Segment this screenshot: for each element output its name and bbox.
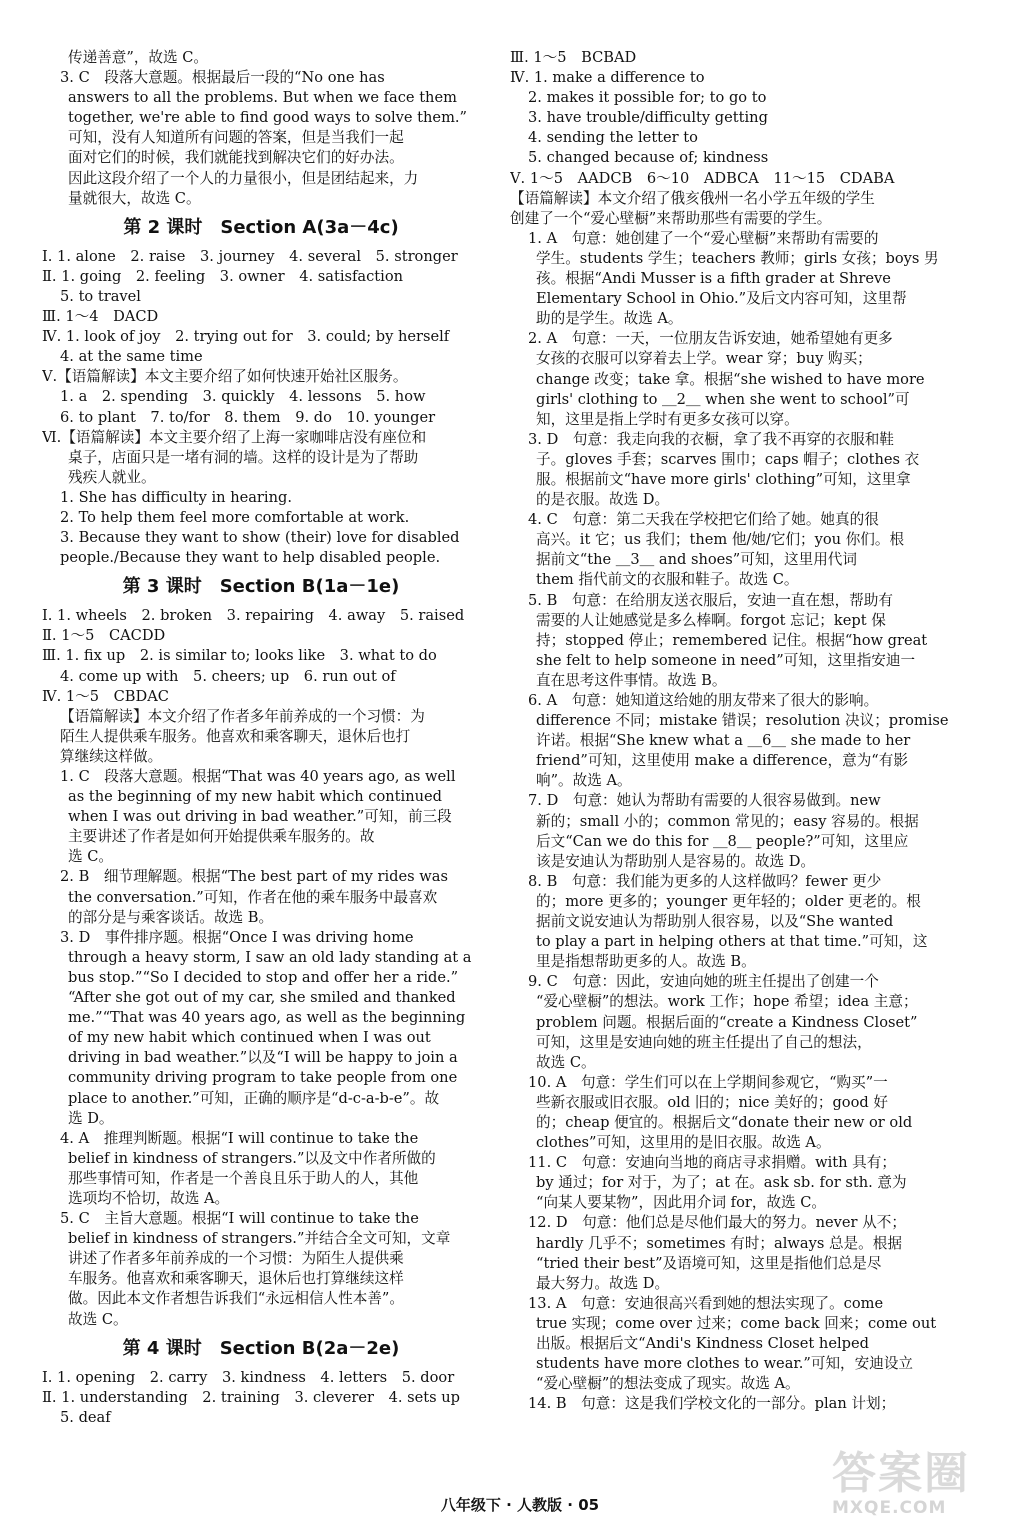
text-line: 出版。根据后文“Andi's Kindness Closet helped [536,1335,869,1352]
text-line: answers to all the problems. But when we face them [68,89,457,107]
text-line: 2. To help them feel more comfortable at work. [60,508,410,526]
text-line: 11. C 句意：安迪向当地的商店寻求捐赠。with 具有； [528,1154,896,1172]
text-line: 那些事情可知，作者是一个善良且乐于助人的人，其他 [68,1169,419,1187]
text-line: she felt to help someone in need”可知，这里指安迪一 [536,651,916,669]
text-line: when I was out driving in bad weather.”可知，前三段 [68,808,452,826]
text-line: Elementary School in Ohio.”及后文内容可知，这里帮 [536,290,907,308]
text-line: 残疾人就业。 [68,468,156,486]
text-line: “向某人要某物”，因此用介词 for，故选 C。 [536,1194,827,1212]
page-footer: 八年级下 · 人教版 · 05 [440,1496,600,1514]
text-line: Ⅰ. 1. wheels 2. broken 3. repairing 4. away 5. raised [42,607,465,625]
section-heading: 第 2 课时 Section A(3a－4c) [123,216,399,238]
text-line: 【语篇解读】本文介绍了俄亥俄州一名小学五年级的学生 [510,189,875,207]
text-line: 主要讲述了作者是如何开始提供乘车服务的。故 [68,828,375,846]
text-line: 直在思考这件事情。故选 B。 [536,671,727,689]
text-line: “After she got out of my car, she smiled and thanked [68,989,456,1007]
text-line: girls' clothing to ＿2＿ when she went to school”可 [536,390,910,408]
text-line: 许诺。根据“She knew what a ＿6＿ she made to her [536,732,911,750]
text-line: 3. Because they want to show (their) love for disabled [60,529,460,547]
text-line: 1. She has difficulty in hearing. [60,488,292,506]
text-line: 3. have trouble/difficulty getting [528,109,768,127]
text-line: hardly 几乎不；sometimes 有时；always 总是。根据 [536,1234,902,1252]
text-line: 5. to travel [60,287,141,305]
text-line: bus stop.”“So I decided to stop and offer her a ride.” [68,968,459,986]
text-line: 3. D 事件排序题。根据“Once I was driving home [60,928,414,946]
text-line: 算继续这样做。 [60,747,163,765]
text-line: 7. D 句意：她认为帮助有需要的人很容易做到。new [528,792,881,810]
text-line: Ⅳ. 1～5 CBDAC [42,687,169,705]
section-heading: 第 3 课时 Section B(1a－1e) [122,576,400,598]
text-line: as the beginning of my new habit which continued [68,788,442,806]
text-line: 4. at the same time [60,348,203,366]
text-line: 选项均不恰切，故选 A。 [68,1189,230,1207]
text-line: to play a part in helping others at that time.”可知，这 [536,933,928,951]
text-line: 新的；small 小的；common 常见的；easy 容易的。根据 [536,812,919,830]
text-line: through a heavy storm, I saw an old lady standing at a [68,948,472,966]
text-line: 后文“Can we do this for ＿8＿ people?”可知，这里应 [536,832,909,850]
text-line: 5. C 主旨大意题。根据“I will continue to take the [60,1210,419,1228]
text-line: 据前文“the ＿3＿ and shoes”可知，这里用代词 [536,551,857,569]
text-line: Ⅱ. 1. going 2. feeling 3. owner 4. satisfaction [42,267,404,285]
text-line: 量就很大，故选 C。 [68,189,201,207]
text-line: 2. B 细节理解题。根据“The best part of my rides was [60,868,448,886]
text-line: 4. C 句意：第二天我在学校把它们给了她。她真的很 [528,511,879,529]
watermark-url: MXQE.COM [832,1498,947,1518]
text-line: 持；stopped 停止；remembered 记住。根据“how great [536,631,928,649]
text-line: 孩。根据“Andi Musser is a fifth grader at Shreve [536,270,891,288]
text-line: driving in bad weather.”以及“I will be happy to join a [68,1049,458,1067]
text-line: 5. changed because of; kindness [528,149,769,167]
text-line: change 改变；take 拿。根据“she wished to have more [536,370,925,388]
text-line: 1. C 段落大意题。根据“That was 40 years ago, as well [60,768,456,785]
text-line: 面对它们的时候，我们就能找到解决它们的好办法。 [68,149,404,167]
text-line: Ⅲ. 1～4 DACD [42,308,159,326]
text-line: 因此这段介绍了一个人的力量很小，但是团结起来，力 [68,169,419,187]
text-line: “爱心壁橱”的想法。work 工作；hope 希望；idea 主意； [536,993,918,1011]
text-line: me.”“That was 40 years ago, as well as the beginning [68,1009,466,1027]
text-line: 知，这里是指上学时有更多女孩可以穿。 [536,410,799,428]
text-line: Ⅰ. 1. alone 2. raise 3. journey 4. several 5. stronger [42,247,458,265]
text-line: 10. A 句意：学生们可以在上学期间参观它，“购买”一 [528,1073,888,1091]
section-heading: 第 4 课时 Section B(2a－2e) [122,1337,400,1359]
text-line: 陌生人提供乘车服务。他喜欢和乘客聊天，退休后也打 [60,727,411,745]
text-line: 选 D。 [68,1109,114,1127]
text-line: the conversation.”可知，作者在他的乘车服务中最喜欢 [68,888,438,906]
text-line: belief in kindness of strangers.”以及文中作者所做的 [68,1149,436,1167]
text-line: 1. A 句意：她创建了一个“爱心壁橱”来帮助有需要的 [528,229,879,247]
text-line: 创建了一个“爱心壁橱”来帮助那些有需要的学生。 [510,209,832,227]
text-line: students have more clothes to wear.”可知，安迪设立 [536,1355,914,1373]
text-line: 选 C。 [68,848,113,866]
text-line: 故选 C。 [68,1310,128,1328]
text-line: 1. a 2. spending 3. quickly 4. lessons 5. how [60,388,426,406]
text-line: Ⅱ. 1～5 CACDD [42,627,166,645]
text-line: Ⅴ. 1～5 AADCB 6～10 ADBCA 11～15 CDABA [510,169,895,187]
text-line: 9. C 句意：因此，安迪向她的班主任提出了创建一个 [528,973,879,991]
text-line: “tried their best”及语境可知，这里是指他们总是尽 [536,1254,882,1272]
text-line: 【语篇解读】本文介绍了作者多年前养成的一个习惯：为 [60,707,425,725]
text-line: 3. D 句意：我走向我的衣橱，拿了我不再穿的衣服和鞋 [528,430,894,448]
text-line: Ⅱ. 1. understanding 2. training 3. cleverer 4. sets up [42,1388,461,1406]
text-line: “爱心壁橱”的想法变成了现实。故选 A。 [536,1375,800,1393]
text-line: of my new habit which continued when I was out [68,1029,431,1047]
text-line: 的是衣服。故选 D。 [536,491,670,509]
text-line: 4. come up with 5. cheers; up 6. run out of [60,667,396,685]
text-line: 里是指想帮助更多的人。故选 B。 [536,953,756,971]
text-line: Ⅵ.【语篇解读】本文主要介绍了上海一家咖啡店没有座位和 [42,428,427,446]
text-line: 3. C 段落大意题。根据最后一段的“No one has [60,69,385,87]
text-line: 2. A 句意：一天，一位朋友告诉安迪，她希望她有更多 [528,330,893,348]
text-line: 助的是学生。故选 A。 [536,310,683,328]
text-line: Ⅲ. 1. fix up 2. is similar to; looks like 3. what to do [42,647,437,665]
text-line: 的；more 更多的；younger 更年轻的；older 更老的。根 [536,892,921,910]
text-line: together, we're able to find good ways to solve them.” [68,109,468,127]
text-line: 传递善意”，故选 C。 [68,49,209,66]
watermark-mark: 答案圈 [832,1448,970,1499]
left-column [42,48,480,1428]
text-line: 需要的人让她感觉是多么棒啊。forgot 忘记；kept 保 [536,611,886,629]
right-column [510,48,962,1414]
text-line: 高兴。it 它；us 我们；them 他/她/它们；you 你们。根 [536,531,905,549]
text-line: 最大努力。故选 D。 [536,1274,670,1292]
text-line: 故选 C。 [536,1053,596,1071]
text-line: community driving program to take people from one [68,1069,458,1087]
text-line: 做。因此本文作者想告诉我们“永远相信人性本善”。 [68,1290,404,1308]
text-line: Ⅳ. 1. make a difference to [510,69,705,87]
text-line: 该是安迪认为帮助别人是容易的。故选 D。 [536,852,816,870]
text-line: 5. deaf [60,1408,111,1426]
text-line: clothes”可知，这里用的是旧衣服。故选 A。 [536,1134,831,1152]
text-line: 些新衣服或旧衣服。old 旧的；nice 美好的；good 好 [536,1093,888,1111]
text-line: 14. B 句意：这是我们学校文化的一部分。plan 计划； [528,1395,896,1413]
text-line: people./Because they want to help disabled people. [60,549,441,567]
text-line: true 实现；come over 过来；come back 回来；come out [536,1314,937,1332]
text-line: 4. sending the letter to [528,129,698,147]
text-line: place to another.”可知，正确的顺序是“d-c-a-b-e”。故 [68,1089,440,1107]
text-line: by 通过；for 对于，为了；at 在。ask sb. for sth. 意为 [536,1174,907,1192]
text-line: 据前文说安迪认为帮助别人很容易，以及“She wanted [536,913,894,931]
text-line: belief in kindness of strangers.”并结合全文可知，文章 [68,1230,451,1248]
text-line: them 指代前文的衣服和鞋子。故选 C。 [536,571,799,589]
text-line: 的；cheap 便宜的。根据后文“donate their new or old [536,1113,913,1131]
text-line: 4. A 推理判断题。根据“I will continue to take the [60,1129,419,1147]
text-line: friend”可知，这里使用 make a difference，意为“有影 [536,752,908,770]
text-line: Ⅴ.【语篇解读】本文主要介绍了如何快速开始社区服务。 [42,368,408,386]
text-line: 讲述了作者多年前养成的一个习惯：为陌生人提供乘 [68,1250,404,1268]
text-line: 2. makes it possible for; to go to [528,89,767,107]
text-line: 6. to plant 7. to/for 8. them 9. do 10. younger [60,408,436,426]
text-line: problem 问题。根据后面的“create a Kindness Closet” [536,1013,918,1031]
watermark-logo [832,1450,1002,1522]
text-line: Ⅳ. 1. look of joy 2. trying out for 3. could; by herself [42,328,450,346]
text-line: 的部分是与乘客谈话。故选 B。 [68,908,274,926]
text-line: 5. B 句意：在给朋友送衣服后，安迪一直在想，帮助有 [528,591,893,609]
text-line: 12. D 句意：他们总是尽他们最大的努力。never 从不； [528,1214,906,1232]
text-line: 6. A 句意：她知道这给她的朋友带来了很大的影响。 [528,692,879,709]
text-line: 车服务。他喜欢和乘客聊天，退休后也打算继续这样 [68,1270,404,1288]
text-line: 学生。students 学生；teachers 教师；girls 女孩；boys 男 [536,249,939,267]
text-line: 子。gloves 手套；scarves 围巾；caps 帽子；clothes 衣 [536,450,920,468]
text-line: Ⅲ. 1～5 BCBAD [510,49,637,66]
text-line: 桌子，店面只是一堵有洞的墙。这样的设计是为了帮助 [68,448,419,466]
text-line: 女孩的衣服可以穿着去上学。wear 穿；buy 购买； [536,350,872,368]
text-line: Ⅰ. 1. opening 2. carry 3. kindness 4. letters 5. door [42,1368,455,1386]
text-line: 8. B 句意：我们能为更多的人这样做吗？fewer 更少 [528,872,882,890]
text-line: 可知，没有人知道所有问题的答案，但是当我们一起 [68,129,404,147]
text-line: 响”。故选 A。 [536,772,632,790]
text-line: 13. A 句意：安迪很高兴看到她的想法实现了。come [528,1294,884,1312]
text-line: 可知，这里是安迪向她的班主任提出了自己的想法， [536,1033,872,1051]
text-line: difference 不同；mistake 错误；resolution 决议；promise [536,712,949,730]
text-line: 服。根据前文“have more girls' clothing”可知，这里拿 [536,470,911,488]
